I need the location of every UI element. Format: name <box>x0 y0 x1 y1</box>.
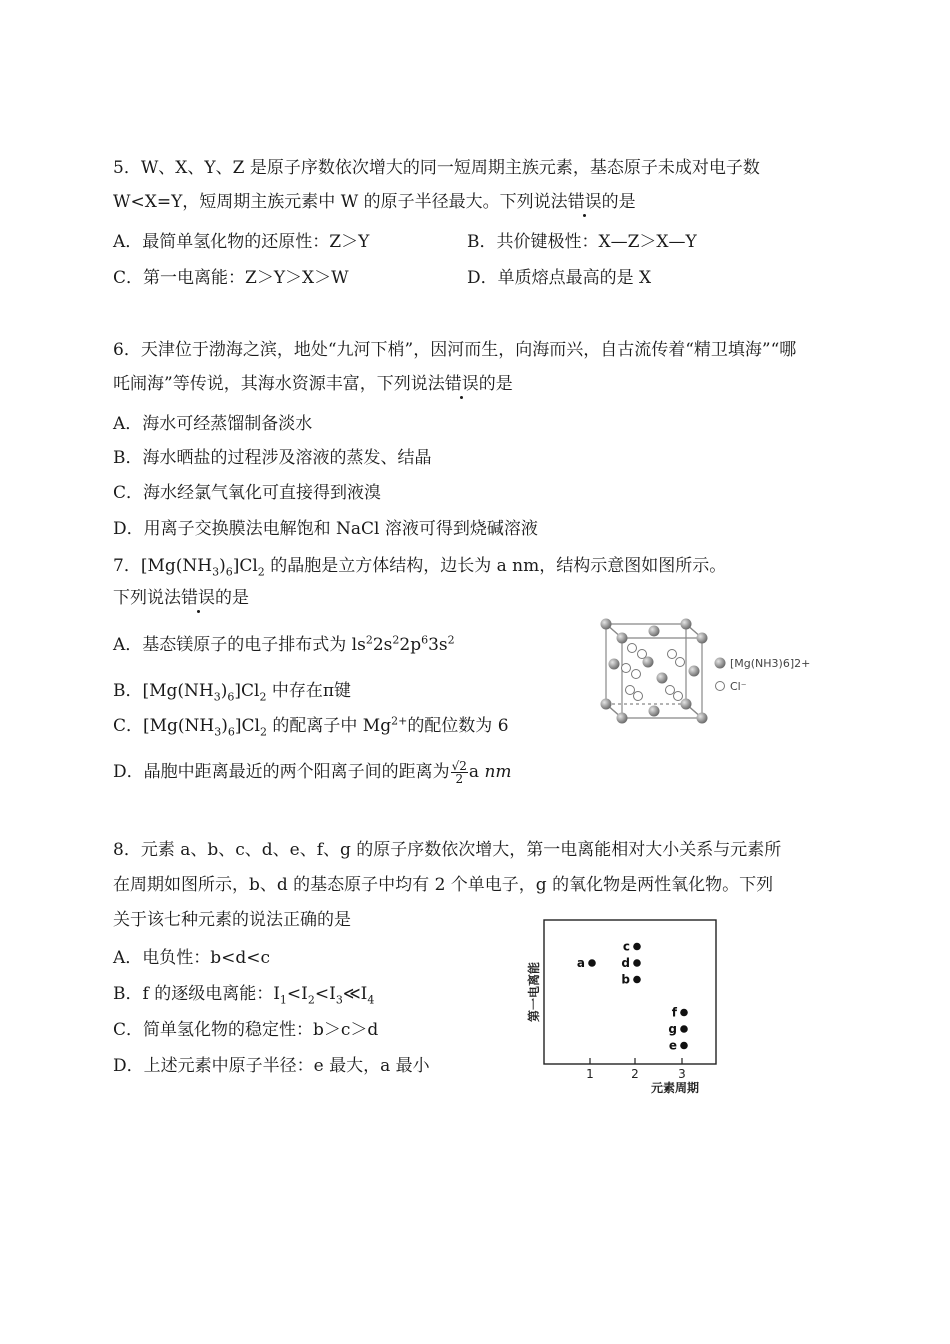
point-c <box>633 943 641 951</box>
q7-c-text: C．[Mg(NH <box>113 716 215 736</box>
q8-b-ll: ≪I <box>342 984 368 1004</box>
point-d <box>633 959 641 967</box>
q8-stem-line2: 在周期如图所示，b、d 的基态原子中均有 2 个单电子，g 的氧化物是两性氧化物。下列 <box>113 875 774 895</box>
q7-emphasis: 错误 <box>181 588 215 608</box>
legend-mg-marker <box>715 658 726 669</box>
q7-b-text: B．[Mg(NH <box>113 681 214 701</box>
q8-b-s4: 4 <box>367 993 375 1007</box>
q7-c-sub2: 2 <box>259 725 267 739</box>
q7-c-charge: 2+ <box>391 714 408 728</box>
q7-option-c <box>113 714 509 738</box>
q5-stem-line2 <box>113 190 636 214</box>
legend-cl-marker <box>716 682 725 691</box>
legend-mg-label: [Mg(NH3)6]2+ <box>730 657 811 670</box>
point-b <box>633 976 641 984</box>
q7-b-mid2: ]Cl <box>234 681 260 701</box>
q5-emphasis: 错误 <box>567 192 602 212</box>
q8-b-s3: 3 <box>335 993 343 1007</box>
q7-sub6: 6 <box>225 565 233 579</box>
q8-b-lt2: <I <box>314 984 336 1004</box>
q7-b-mid: ) <box>220 681 228 701</box>
q7-b-sub2: 2 <box>259 690 267 704</box>
q5-option-a: A．最简单氢化物的还原性：Z＞Y <box>113 232 370 252</box>
q8-b-text: B．f 的逐级电离能：I <box>113 984 280 1004</box>
q5-stem-end: 的是 <box>601 192 636 212</box>
q8-option-d: D．上述元素中原子半径：e 最大，a 最小 <box>113 1056 430 1076</box>
y-axis-label-text: 第一电离能 <box>527 961 541 1023</box>
chart-frame <box>544 920 716 1064</box>
q7-stem-text: 下列说法 <box>113 588 181 608</box>
q7-d-den: 2 <box>455 772 464 786</box>
q7-formula-c: ]Cl <box>232 556 258 576</box>
q7-a-2s: 2s <box>372 635 393 655</box>
q7-c-sub3: 3 <box>214 725 222 739</box>
q6-emphasis: 错误 <box>444 374 479 394</box>
q7-d-num: √2 <box>451 759 467 773</box>
y-axis-label <box>526 962 541 1022</box>
q6-stem-line2 <box>113 372 513 396</box>
q7-a-2p: 2p <box>399 635 422 655</box>
data-points <box>577 940 688 1053</box>
x-ticks <box>586 1058 686 1081</box>
q6-option-b: B．海水晒盐的过程涉及溶液的蒸发、结晶 <box>113 448 432 468</box>
q8-b-lt1: <I <box>286 984 308 1004</box>
q5-stem-text: W<X=Y，短周期主族元素中 W 的原子半径最大。下列说法 <box>113 192 568 212</box>
q5-stem-line1: 5．W、X、Y、Z 是原子序数依次增大的同一短周期主族元素，基态原子未成对电子数 <box>113 158 760 178</box>
point-label-a: a <box>576 956 585 970</box>
q8-stem-line3: 关于该七种元素的说法正确的是 <box>113 910 351 930</box>
q7-d-text: D．晶胞中距离最近的两个阳离子间的距离为 <box>113 762 450 782</box>
q8-b-s2: 2 <box>307 993 315 1007</box>
q6-option-d: D．用离子交换膜法电解饱和 NaCl 溶液可得到烧碱溶液 <box>113 519 538 539</box>
point-label-f: f <box>671 1005 677 1020</box>
q7-option-b <box>113 679 351 703</box>
q7-d-fraction <box>451 760 468 785</box>
point-label-b: b <box>621 972 630 987</box>
point-label-d: d <box>621 956 630 970</box>
q7-a-sup2: 2 <box>392 633 400 647</box>
q7-c-mid2: ]Cl <box>234 716 260 736</box>
q7-stem-rest: 的晶胞是立方体结构，边长为 a nm，结构示意图如图所示。 <box>264 556 727 576</box>
q6-stem-end: 的是 <box>478 374 513 394</box>
point-e <box>680 1042 688 1050</box>
q7-stem-line1 <box>113 554 726 578</box>
q8-option-b <box>113 982 374 1006</box>
x-axis-label: 元素周期 <box>650 1081 700 1095</box>
q7-b-end: 中存在π键 <box>266 681 352 701</box>
q7-sub2: 2 <box>257 565 265 579</box>
x-tick-label: 2 <box>631 1067 639 1081</box>
q7-stem-end: 的是 <box>215 588 249 608</box>
q7-c-mg: 的配离子中 Mg <box>266 716 392 736</box>
q7-d-a: a <box>468 762 480 782</box>
q5-option-d: D．单质熔点最高的是 X <box>467 268 652 288</box>
q7-b-sub3: 3 <box>213 690 221 704</box>
q7-c-mid: ) <box>221 716 228 736</box>
q5-option-c: C．第一电离能：Z＞Y＞X＞W <box>113 268 349 288</box>
q7-a-sup4: 2 <box>447 633 455 647</box>
q8-option-a: A．电负性：b<d<c <box>113 948 271 968</box>
q8-option-c: C．简单氢化物的稳定性：b＞c＞d <box>113 1020 379 1040</box>
q7-d-nm: nm <box>484 762 512 782</box>
point-g <box>680 1025 688 1033</box>
cl-ions <box>622 644 685 701</box>
mg-complex-ions <box>601 619 708 724</box>
q6-option-a: A．海水可经蒸馏制备淡水 <box>113 414 313 434</box>
q7-a-text: A．基态镁原子的电子排布式为 ls <box>113 635 366 655</box>
q5-option-b: B．共价键极性：X—Z＞X—Y <box>467 232 697 252</box>
point-a <box>588 959 596 967</box>
q7-formula-b: ) <box>219 556 226 576</box>
q7-a-3s: 3s <box>428 635 448 655</box>
q7-c-end: 的配位数为 6 <box>407 716 509 736</box>
crystal-cell-figure <box>592 612 822 732</box>
point-label-g: g <box>668 1022 677 1036</box>
q6-stem-text: 吒闹海”等传说，其海水资源丰富，下列说法 <box>113 374 445 394</box>
legend-cl-label: Cl⁻ <box>730 680 747 693</box>
ionization-energy-chart <box>520 912 730 1102</box>
x-tick-label: 3 <box>678 1067 686 1081</box>
q7-option-a <box>113 633 455 657</box>
point-label-e: e <box>668 1038 677 1053</box>
q7-sub3: 3 <box>212 565 220 579</box>
q6-stem-line1: 6．天津位于渤海之滨，地处“九河下梢”，因河而生，向海而兴，自古流传着“精卫填海”“哪 <box>113 340 797 360</box>
x-tick-label: 1 <box>586 1067 594 1081</box>
q7-b-sub6: 6 <box>227 690 235 704</box>
point-label-c: c <box>622 939 630 954</box>
q7-c-sub6: 6 <box>227 725 235 739</box>
point-f <box>680 1009 688 1017</box>
q7-option-d <box>113 760 512 785</box>
q7-a-sup1: 2 <box>365 633 373 647</box>
q7-stem-line2 <box>113 586 249 610</box>
q7-formula-a: 7．[Mg(NH <box>113 556 213 576</box>
q7-a-sup3: 6 <box>421 633 429 647</box>
q6-option-c: C．海水经氯气氧化可直接得到液溴 <box>113 483 382 503</box>
q8-stem-line1: 8．元素 a、b、c、d、e、f、g 的原子序数依次增大，第一电离能相对大小关系与元素所 <box>113 840 782 860</box>
q8-b-s1: 1 <box>279 993 287 1007</box>
